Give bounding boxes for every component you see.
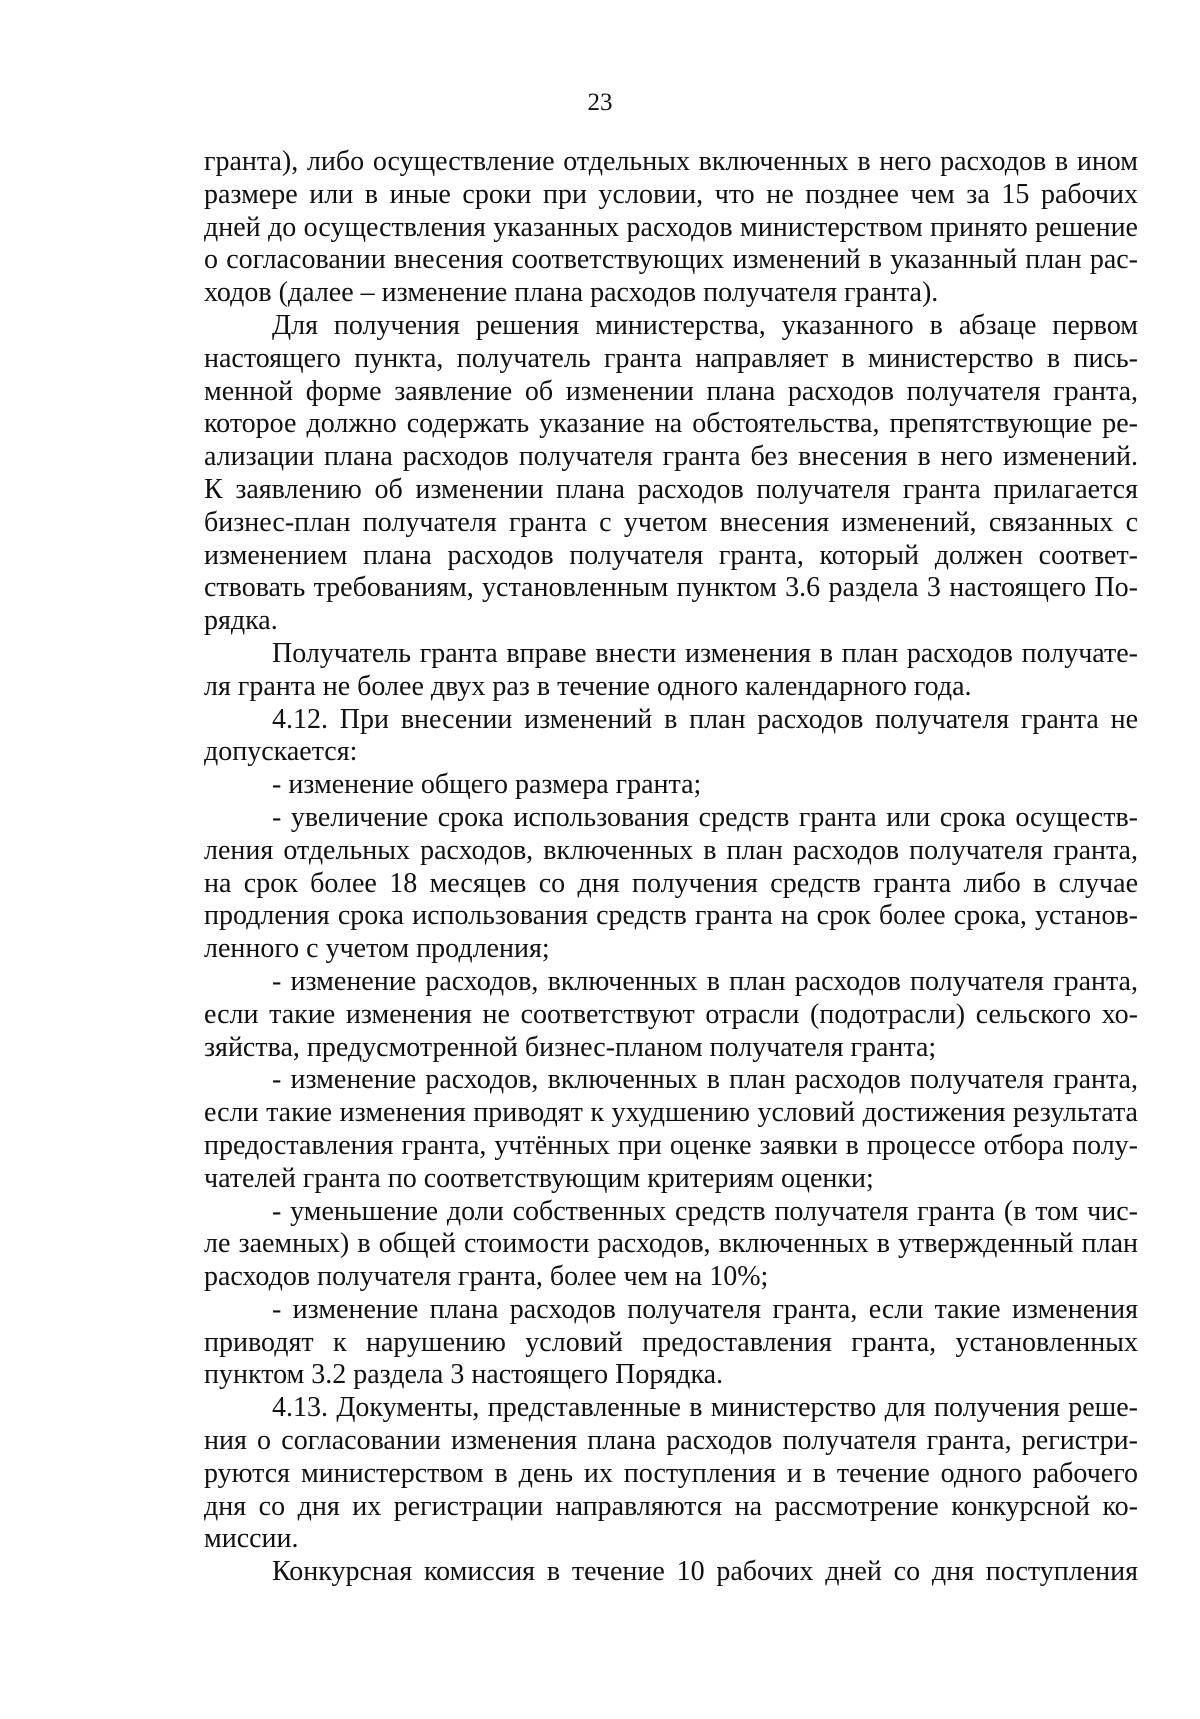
text-line: 4.12. При внесении изменений в план расходов получателя гранта не: [272, 703, 1138, 735]
text-line: расходов получателя гранта, более чем на 10%;: [204, 1261, 769, 1293]
text-line: бизнес-план получателя гранта с учетом внесения изменений, связанных с: [204, 506, 1138, 538]
text-line: ленного с учетом продления;: [204, 933, 550, 965]
text-line: на срок более 18 месяцев со дня получения средств гранта либо в случае: [204, 867, 1138, 899]
text-line: - изменение плана расходов получателя гранта, если такие изменения: [272, 1293, 1138, 1325]
paragraph: [204, 802, 1138, 966]
paragraph: [204, 1294, 1138, 1392]
paragraph: [204, 1556, 1138, 1589]
text-line: рядка.: [204, 605, 278, 637]
text-line: пунктом 3.2 раздела 3 настоящего Порядка.: [204, 1359, 724, 1391]
text-line: ходов (далее – изменение плана расходов получателя гранта).: [204, 277, 939, 309]
paragraph: [204, 1392, 1138, 1556]
text-line: зяйства, предусмотренной бизнес-планом получателя гранта;: [204, 1031, 937, 1063]
text-line: - увеличение срока использования средств гранта или срока осуществ-: [272, 801, 1138, 833]
text-line: ле заемных) в общей стоимости расходов, включенных в утвержденный план: [204, 1228, 1138, 1260]
text-line: чателей гранта по соответствующим критериям оценки;: [204, 1162, 874, 1194]
text-line: которое должно содержать указание на обстоятельства, препятствующие ре-: [204, 408, 1138, 440]
text-line: миссии.: [204, 1523, 299, 1555]
paragraph: [204, 966, 1138, 1064]
page-number: 23: [587, 89, 613, 116]
text-line: Для получения решения министерства, указанного в абзаце первом: [272, 309, 1138, 341]
text-line: предоставления гранта, учтённых при оценке заявки в процессе отбора полу-: [204, 1129, 1138, 1161]
paragraph: [204, 310, 1138, 638]
text-line: 4.13. Документы, представленные в министерство для получения реше-: [272, 1392, 1138, 1424]
text-line: - изменение общего размера гранта;: [272, 769, 702, 801]
text-line: если такие изменения приводят к ухудшению условий достижения результата: [204, 1097, 1138, 1129]
paragraph: [204, 638, 1138, 704]
text-line: менной форме заявление об изменении плана расходов получателя гранта,: [204, 375, 1138, 407]
text-line: руются министерством в день их поступления и в течение одного рабочего: [204, 1457, 1138, 1489]
text-line: дней до осуществления указанных расходов министерством принято решение: [204, 211, 1138, 243]
paragraph: [204, 1064, 1138, 1195]
text-line: продления срока использования средств гранта на срок более срока, установ-: [204, 900, 1138, 932]
text-line: гранта), либо осуществление отдельных включенных в него расходов в ином: [204, 146, 1138, 177]
text-line: допускается:: [204, 736, 358, 768]
document-body: [204, 146, 1138, 1589]
paragraph: [204, 1196, 1138, 1294]
text-line: ствовать требованиям, установленным пунктом 3.6 раздела 3 настоящего По-: [204, 572, 1138, 604]
paragraph: [204, 704, 1138, 770]
text-line: размере или в иные сроки при условии, что не позднее чем за 15 рабочих: [204, 178, 1138, 210]
text-line: Конкурсная комиссия в течение 10 рабочих дней со дня поступления: [272, 1556, 1138, 1588]
text-line: если такие изменения не соответствуют отрасли (подотрасли) сельского хо-: [204, 998, 1138, 1030]
paragraph: [204, 146, 1138, 310]
text-line: - изменение расходов, включенных в план расходов получателя гранта,: [272, 1064, 1138, 1096]
text-line: ния о согласовании изменения плана расходов получателя гранта, регистри-: [204, 1425, 1138, 1457]
text-line: - изменение расходов, включенных в план расходов получателя гранта,: [272, 965, 1138, 997]
text-line: - уменьшение доли собственных средств получателя гранта (в том чис-: [272, 1195, 1138, 1227]
text-line: К заявлению об изменении плана расходов получателя гранта прилагается: [204, 473, 1138, 505]
text-line: дня со дня их регистрации направляются на рассмотрение конкурсной ко-: [204, 1490, 1138, 1522]
text-line: приводят к нарушению условий предоставления гранта, установленных: [204, 1326, 1138, 1358]
text-line: ализации плана расходов получателя гранта без внесения в него изменений.: [204, 441, 1138, 473]
text-line: Получатель гранта вправе внести изменения в план расходов получате-: [272, 637, 1138, 669]
text-line: ля гранта не более двух раз в течение одного календарного года.: [204, 670, 972, 702]
paragraph: [204, 769, 1138, 802]
text-line: ления отдельных расходов, включенных в план расходов получателя гранта,: [204, 834, 1138, 866]
text-line: о согласовании внесения соответствующих изменений в указанный план рас-: [204, 244, 1138, 276]
text-line: настоящего пункта, получатель гранта направляет в министерство в пись-: [204, 342, 1138, 374]
text-line: изменением плана расходов получателя гранта, который должен соответ-: [204, 539, 1138, 571]
